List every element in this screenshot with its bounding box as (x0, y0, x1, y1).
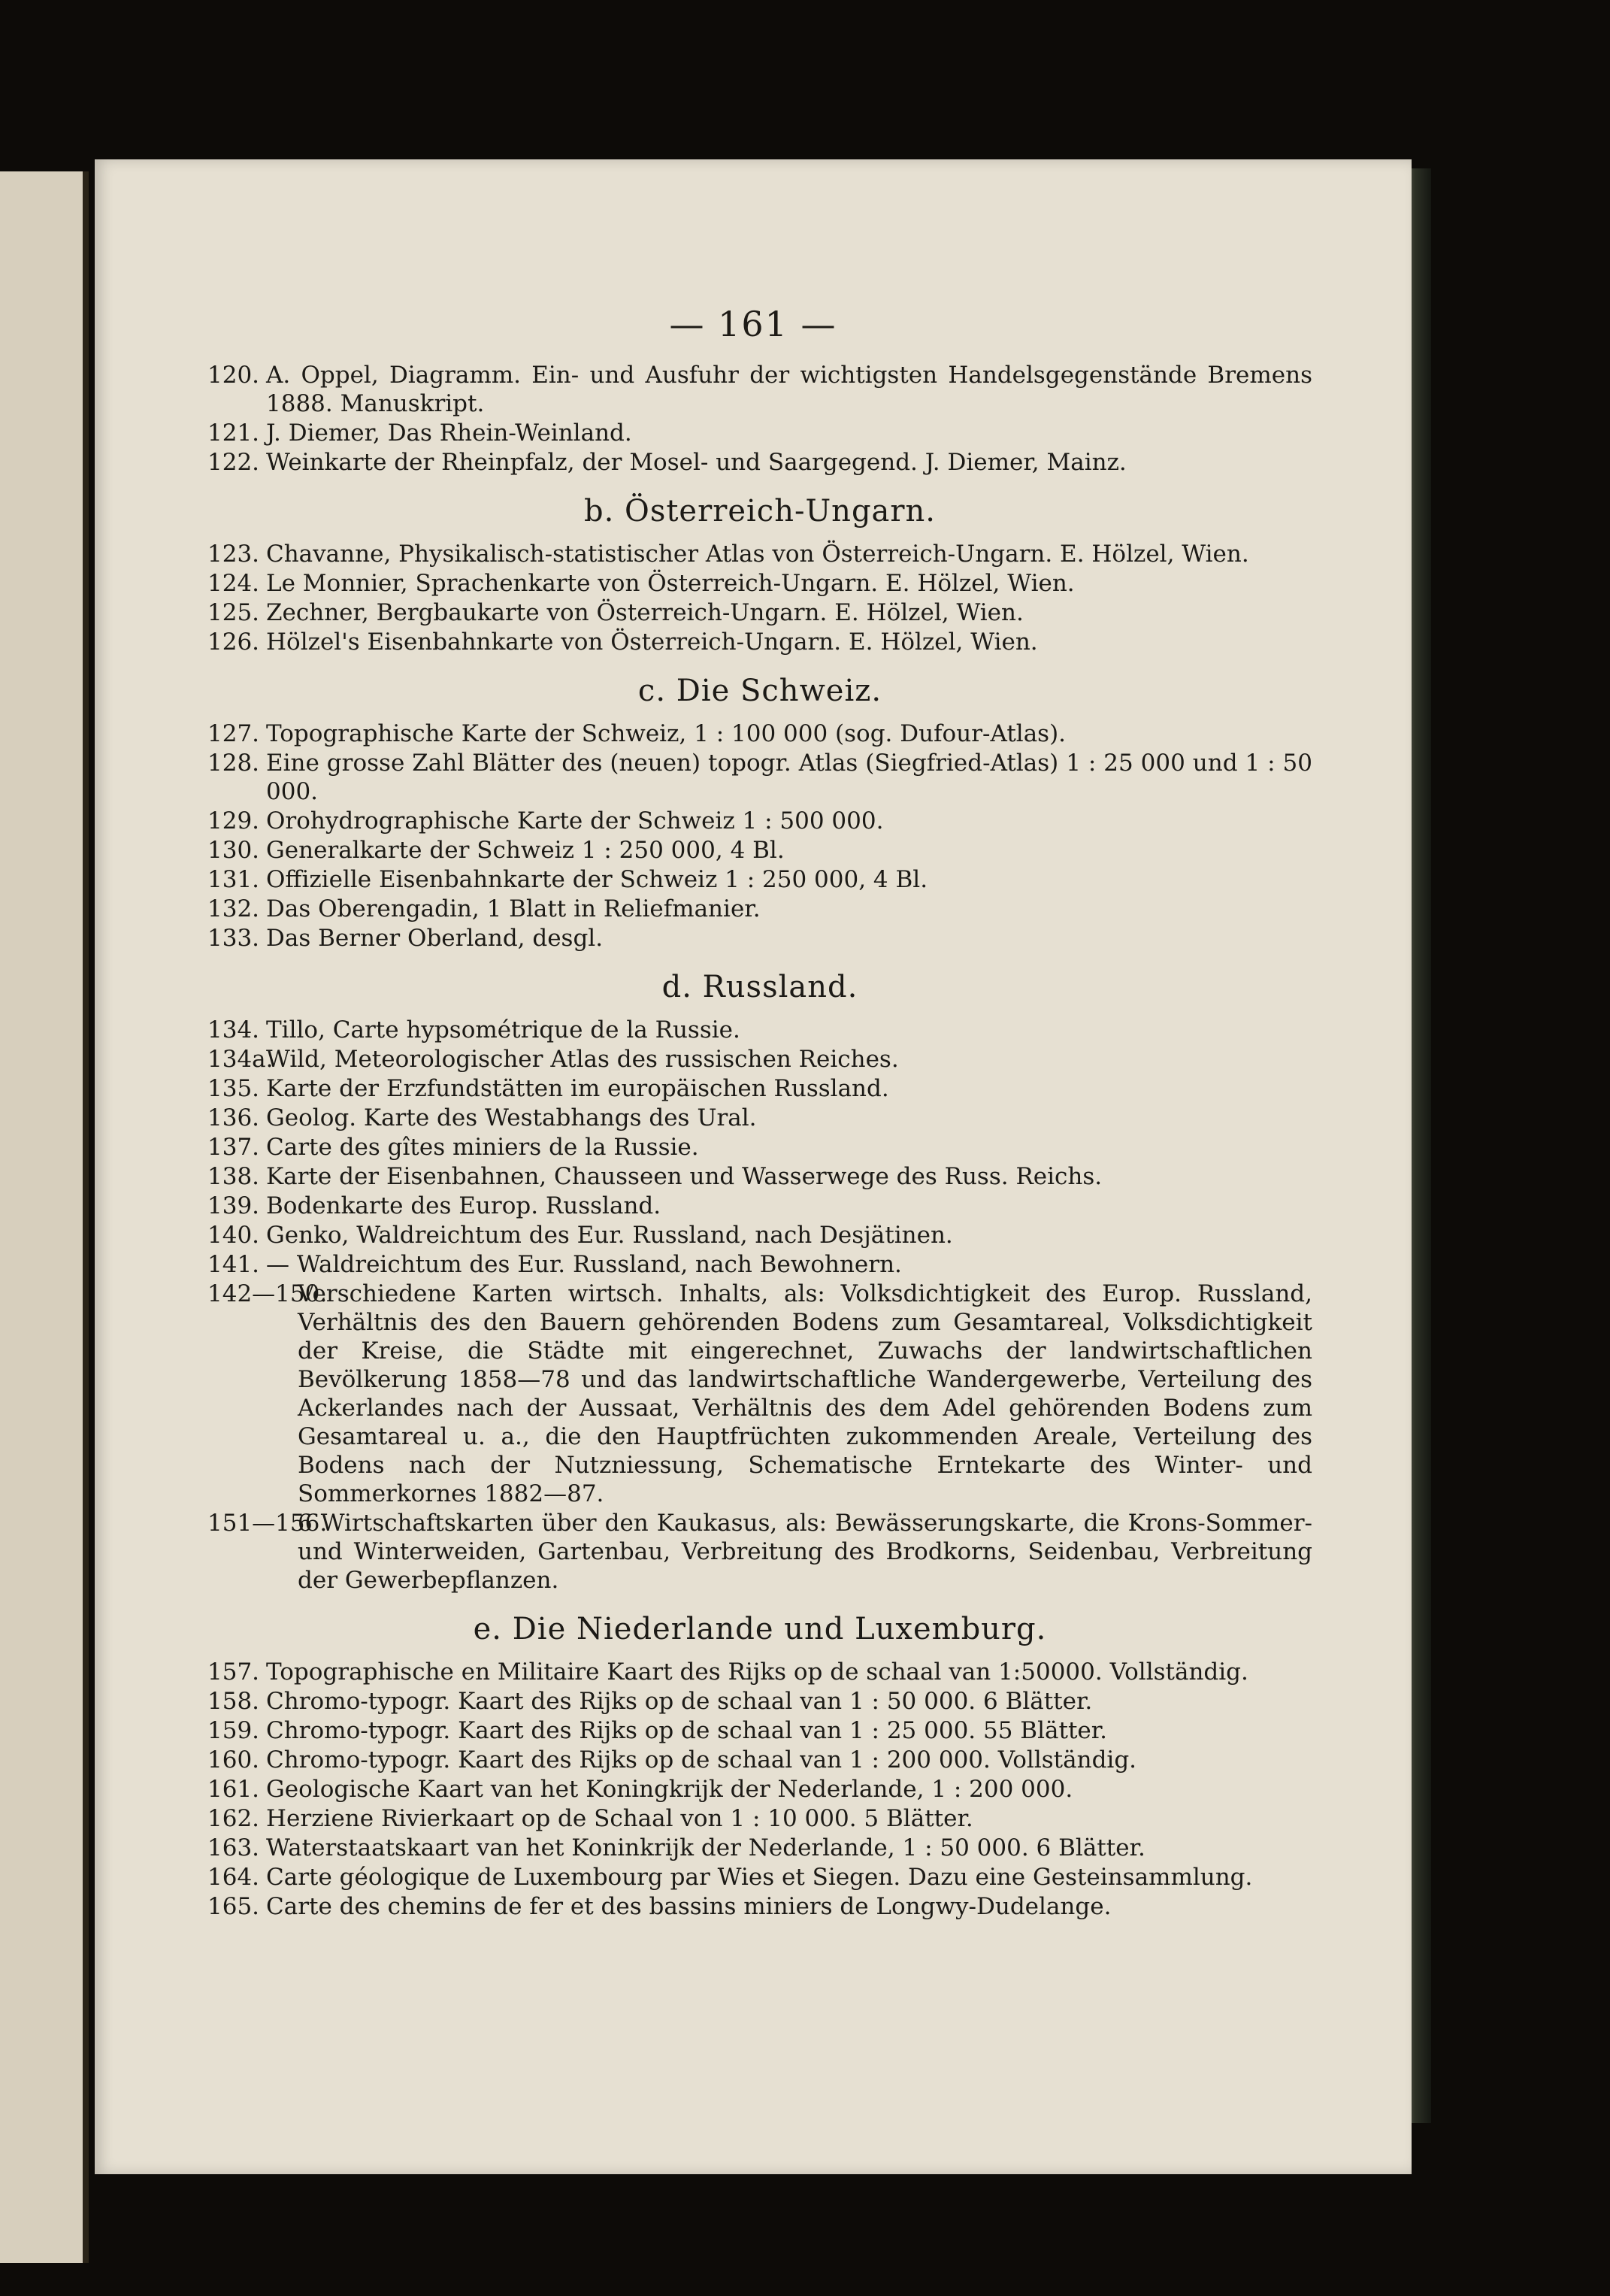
page-number: — 161 — (669, 304, 837, 344)
entry-number: 140. (207, 1222, 260, 1249)
catalog-entry (207, 807, 1312, 835)
entry-text: Geolog. Karte des Westabhangs des Ural. (266, 1104, 757, 1131)
entry-text: Generalkarte der Schweiz 1 : 250 000, 4 Bl. (266, 837, 785, 864)
entry-text: Carte des chemins de fer et des bassins miniers de Longwy-Dudelange. (266, 1893, 1112, 1920)
catalog-entry (207, 448, 1312, 477)
entry-number: 135. (207, 1075, 260, 1102)
catalog-entry (207, 1104, 1312, 1132)
entry-text: Das Oberengadin, 1 Blatt in Reliefmanier. (266, 895, 761, 922)
catalog-entry (207, 1250, 1312, 1279)
page-content (207, 361, 1312, 1922)
entry-number: 128. (207, 750, 260, 777)
entry-number: 138. (207, 1163, 260, 1190)
catalog-entry (207, 598, 1312, 627)
catalog-entry (207, 1016, 1312, 1044)
catalog-entry (207, 1775, 1312, 1804)
entry-number: 131. (207, 866, 260, 893)
entry-number: 130. (207, 837, 260, 864)
entry-number: 133. (207, 925, 260, 952)
book-page (95, 159, 1412, 2174)
entry-text: Eine grosse Zahl Blätter des (neuen) topogr. Atlas (Siegfried-Atlas) 1 : 25 000 und 1 : 50 000. (266, 750, 1312, 805)
entry-number: 120. (207, 362, 260, 389)
entry-number: 129. (207, 807, 260, 834)
entry-text: Tillo, Carte hypsométrique de la Russie. (266, 1016, 740, 1043)
entry-number: 134. (207, 1016, 260, 1043)
entry-text: Carte géologique de Luxembourg par Wies et Siegen. Dazu eine Gesteinsammlung. (266, 1864, 1253, 1891)
entry-number: 161. (207, 1776, 260, 1803)
catalog-entry (207, 719, 1312, 748)
entry-number: 134a. (207, 1046, 274, 1073)
entry-text: Genko, Waldreichtum des Eur. Russland, nach Desjätinen. (266, 1222, 953, 1249)
entry-number: 127. (207, 720, 260, 747)
entry-text: Bodenkarte des Europ. Russland. (266, 1192, 661, 1219)
entry-text: Chromo-typogr. Kaart des Rijks op de schaal van 1 : 25 000. 55 Blätter. (266, 1717, 1108, 1744)
entry-number: 141. (207, 1251, 260, 1278)
entry-text: Wild, Meteorologischer Atlas des russischen Reiches. (266, 1046, 899, 1073)
entry-text: — Waldreichtum des Eur. Russland, nach Bewohnern. (266, 1251, 902, 1278)
entry-number: 160. (207, 1746, 260, 1773)
catalog-entry (207, 836, 1312, 865)
catalog-entry (207, 865, 1312, 894)
facing-page-edge (0, 171, 89, 2263)
entry-text: Verschiedene Karten wirtsch. Inhalts, als: Volksdichtigkeit des Europ. Russland, Verhältnis des den Bauern gehörenden Bodens zum Gesamtareal, Volksdichtigkeit der Kreise, die Städte mit eingerechnet, Zuwachs der landwirtschaftlichen Bevölkerung 1858—78 und das landwirtschaftliche Wandergewerbe, Verteilung des Ackerlandes nach der Aussaat, Verhältnis des dem Adel gehörenden Bodens zum Gesamtareal u. a., die den Hauptfrüchten zukommenden Areale, Verteilung des Bodens nach der Nutzniessung, Schematische Erntekarte des Winter- und Sommerkornes 1882—87. (298, 1280, 1312, 1507)
entry-number: 122. (207, 449, 260, 476)
entry-number: 126. (207, 629, 260, 656)
entry-text: Offizielle Eisenbahnkarte der Schweiz 1 : 250 000, 4 Bl. (266, 866, 928, 893)
entry-number: 142—150. (207, 1280, 328, 1307)
entry-number: 137. (207, 1134, 260, 1161)
section-heading: c. Die Schweiz. (637, 674, 882, 708)
entry-text: Le Monnier, Sprachenkarte von Österreich-Ungarn. E. Hölzel, Wien. (266, 570, 1075, 597)
entry-number: 124. (207, 570, 260, 597)
entry-number: 165. (207, 1893, 260, 1920)
entry-text: Herziene Rivierkaart op de Schaal von 1 : 10 000. 5 Blätter. (266, 1805, 973, 1832)
entry-number: 136. (207, 1104, 260, 1131)
entry-number: 162. (207, 1805, 260, 1832)
catalog-entry (207, 924, 1312, 953)
entry-text: Waterstaatskaart van het Koninkrijk der Nederlande, 1 : 50 000. 6 Blätter. (266, 1834, 1145, 1861)
entry-number: 151—156. (207, 1510, 328, 1537)
catalog-entry (207, 1892, 1312, 1921)
catalog-entry (207, 1746, 1312, 1774)
entry-text: Chavanne, Physikalisch-statistischer Atlas von Österreich-Ungarn. E. Hölzel, Wien. (266, 541, 1249, 568)
entry-number: 123. (207, 541, 260, 568)
entry-text: Topographische Karte der Schweiz, 1 : 100 000 (sog. Dufour-Atlas). (266, 720, 1067, 747)
catalog-entry (207, 749, 1312, 806)
catalog-entry (207, 1280, 1312, 1508)
catalog-entry (207, 1804, 1312, 1833)
entry-text: Karte der Erzfundstätten im europäischen Russland. (266, 1075, 889, 1102)
catalog-entry (207, 1834, 1312, 1862)
catalog-entry (207, 1716, 1312, 1745)
entry-text: Geologische Kaart van het Koningkrijk der Nederlande, 1 : 200 000. (266, 1776, 1073, 1803)
catalog-entry (207, 1162, 1312, 1191)
entry-text: Hölzel's Eisenbahnkarte von Österreich-Ungarn. E. Hölzel, Wien. (266, 629, 1038, 656)
catalog-entry (207, 1074, 1312, 1103)
catalog-entry (207, 1863, 1312, 1892)
entry-text: Das Berner Oberland, desgl. (266, 925, 604, 952)
catalog-entry (207, 1687, 1312, 1716)
entry-text: J. Diemer, Das Rhein-Weinland. (266, 420, 632, 447)
entry-text: Chromo-typogr. Kaart des Rijks op de schaal van 1 : 200 000. Vollständig. (266, 1746, 1137, 1773)
entry-number: 164. (207, 1864, 260, 1891)
entry-text: Weinkarte der Rheinpfalz, der Mosel- und Saargegend. J. Diemer, Mainz. (266, 449, 1127, 476)
catalog-entry (207, 895, 1312, 923)
entry-number: 121. (207, 420, 260, 447)
catalog-entry (207, 1133, 1312, 1162)
entry-number: 158. (207, 1688, 260, 1715)
entry-text: Zechner, Bergbaukarte von Österreich-Ungarn. E. Hölzel, Wien. (266, 599, 1024, 626)
catalog-entry (207, 1192, 1312, 1220)
catalog-entry (207, 569, 1312, 598)
entry-text: Karte der Eisenbahnen, Chausseen und Wasserwege des Russ. Reichs. (266, 1163, 1103, 1190)
section-heading: e. Die Niederlande und Luxemburg. (473, 1612, 1047, 1646)
catalog-entry (207, 419, 1312, 447)
entry-text: 6 Wirtschaftskarten über den Kaukasus, als: Bewässerungskarte, die Krons-Sommer- und Winterweiden, Gartenbau, Verbreitung des Brodkorns, Seidenbau, Verbreitung der Gewerbepflanzen. (298, 1510, 1312, 1594)
catalog-entry (207, 1509, 1312, 1595)
section-heading: b. Österreich-Ungarn. (583, 494, 936, 529)
catalog-entry (207, 628, 1312, 656)
entry-number: 139. (207, 1192, 260, 1219)
catalog-entry (207, 1658, 1312, 1686)
catalog-entry (207, 1221, 1312, 1249)
catalog-entry (207, 540, 1312, 568)
section-heading: d. Russland. (661, 970, 858, 1004)
entry-text: Topographische en Militaire Kaart des Rijks op de schaal van 1:50000. Vollständig. (266, 1658, 1248, 1686)
catalog-entry (207, 361, 1312, 418)
entry-text: Carte des gîtes miniers de la Russie. (266, 1134, 699, 1161)
entry-number: 157. (207, 1658, 260, 1686)
entry-text: Orohydrographische Karte der Schweiz 1 : 500 000. (266, 807, 884, 834)
entry-number: 132. (207, 895, 260, 922)
entry-text: Chromo-typogr. Kaart des Rijks op de schaal van 1 : 50 000. 6 Blätter. (266, 1688, 1093, 1715)
entry-number: 163. (207, 1834, 260, 1861)
entry-text: A. Oppel, Diagramm. Ein- und Ausfuhr der wichtigsten Handelsgegenstände Bremens 1888. Manuskript. (266, 362, 1312, 417)
entry-number: 159. (207, 1717, 260, 1744)
catalog-entry (207, 1045, 1312, 1074)
entry-number: 125. (207, 599, 260, 626)
